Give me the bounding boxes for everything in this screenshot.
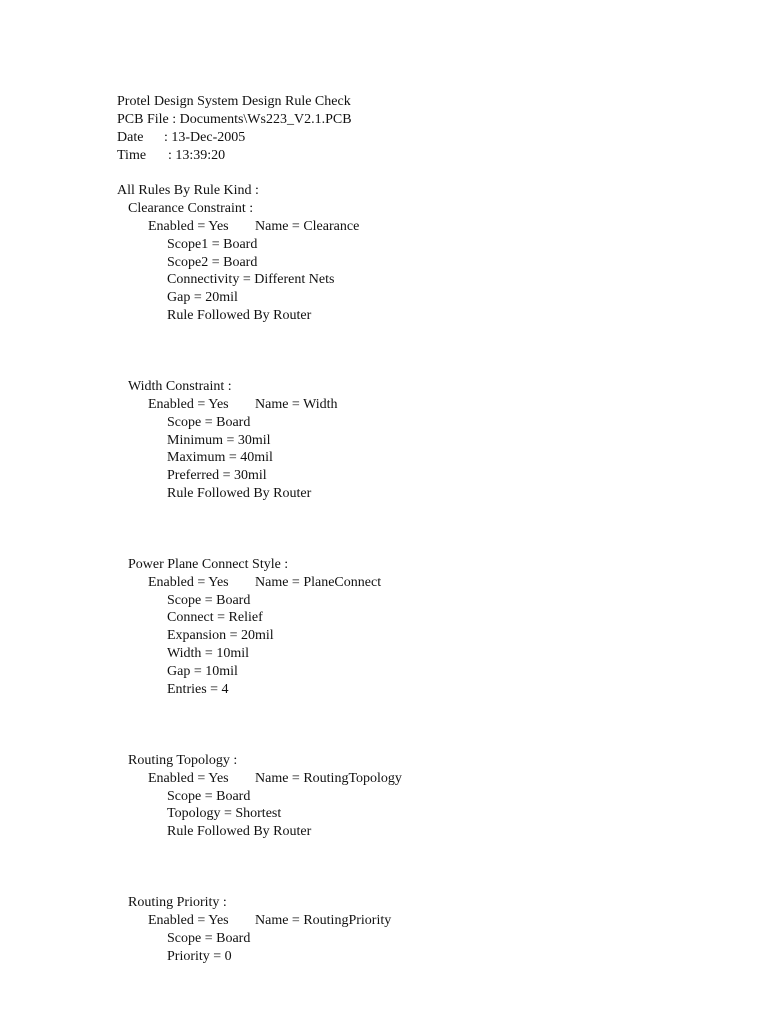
rule-name: Name = PlaneConnect — [255, 575, 382, 590]
rule-name: Name = RoutingPriority — [255, 913, 392, 928]
rule-property: Rule Followed By Router — [167, 308, 312, 323]
rule-property: Scope1 = Board — [167, 237, 258, 252]
report-title: Protel Design System Design Rule Check — [117, 94, 351, 109]
rule-name: Name = Clearance — [255, 219, 360, 234]
rules-heading: All Rules By Rule Kind : — [117, 183, 259, 198]
date-value: : 13-Dec-2005 — [164, 130, 246, 145]
rule-property: Scope = Board — [167, 931, 251, 946]
rule-property: Gap = 20mil — [167, 290, 238, 305]
rule-property: Scope = Board — [167, 593, 251, 608]
rule-property: Topology = Shortest — [167, 806, 282, 821]
rule-property: Expansion = 20mil — [167, 628, 274, 643]
rule-kind: Clearance Constraint : — [128, 201, 254, 216]
rule-enabled-line — [148, 574, 381, 591]
date-line — [117, 129, 245, 146]
rule-property: Priority = 0 — [167, 949, 232, 964]
rule-property: Width = 10mil — [167, 646, 249, 661]
rule-property: Preferred = 30mil — [167, 468, 267, 483]
rule-property: Connect = Relief — [167, 610, 263, 625]
rule-property: Rule Followed By Router — [167, 486, 312, 501]
rule-property: Entries = 4 — [167, 682, 229, 697]
rule-property: Scope = Board — [167, 789, 251, 804]
rule-property: Scope2 = Board — [167, 255, 258, 270]
time-label: Time — [117, 148, 147, 163]
rule-name: Name = Width — [255, 397, 338, 412]
rule-enabled-line — [148, 218, 359, 235]
rule-enabled-line — [148, 912, 391, 929]
pcb-file-label: PCB File : — [117, 112, 180, 127]
rule-property: Scope = Board — [167, 415, 251, 430]
rule-property: Gap = 10mil — [167, 664, 238, 679]
rule-enabled-line — [148, 770, 402, 787]
rule-enabled-line — [148, 396, 338, 413]
time-line — [117, 147, 225, 164]
pcb-file-line — [117, 111, 352, 128]
rule-property: Rule Followed By Router — [167, 824, 312, 839]
rule-enabled: Enabled = Yes — [148, 913, 229, 928]
date-label: Date — [117, 130, 144, 145]
rule-property: Connectivity = Different Nets — [167, 272, 335, 287]
rule-enabled: Enabled = Yes — [148, 771, 229, 786]
rule-enabled: Enabled = Yes — [148, 219, 229, 234]
rule-name: Name = RoutingTopology — [255, 771, 402, 786]
rule-kind: Routing Priority : — [128, 895, 227, 910]
rule-enabled: Enabled = Yes — [148, 575, 229, 590]
rule-property: Minimum = 30mil — [167, 433, 271, 448]
pcb-file-value: Documents\Ws223_V2.1.PCB — [179, 112, 352, 127]
rule-property: Maximum = 40mil — [167, 450, 273, 465]
rule-kind: Routing Topology : — [128, 753, 238, 768]
rule-kind: Power Plane Connect Style : — [128, 557, 289, 572]
rule-kind: Width Constraint : — [128, 379, 232, 394]
time-value: : 13:39:20 — [168, 148, 226, 163]
rule-enabled: Enabled = Yes — [148, 397, 229, 412]
